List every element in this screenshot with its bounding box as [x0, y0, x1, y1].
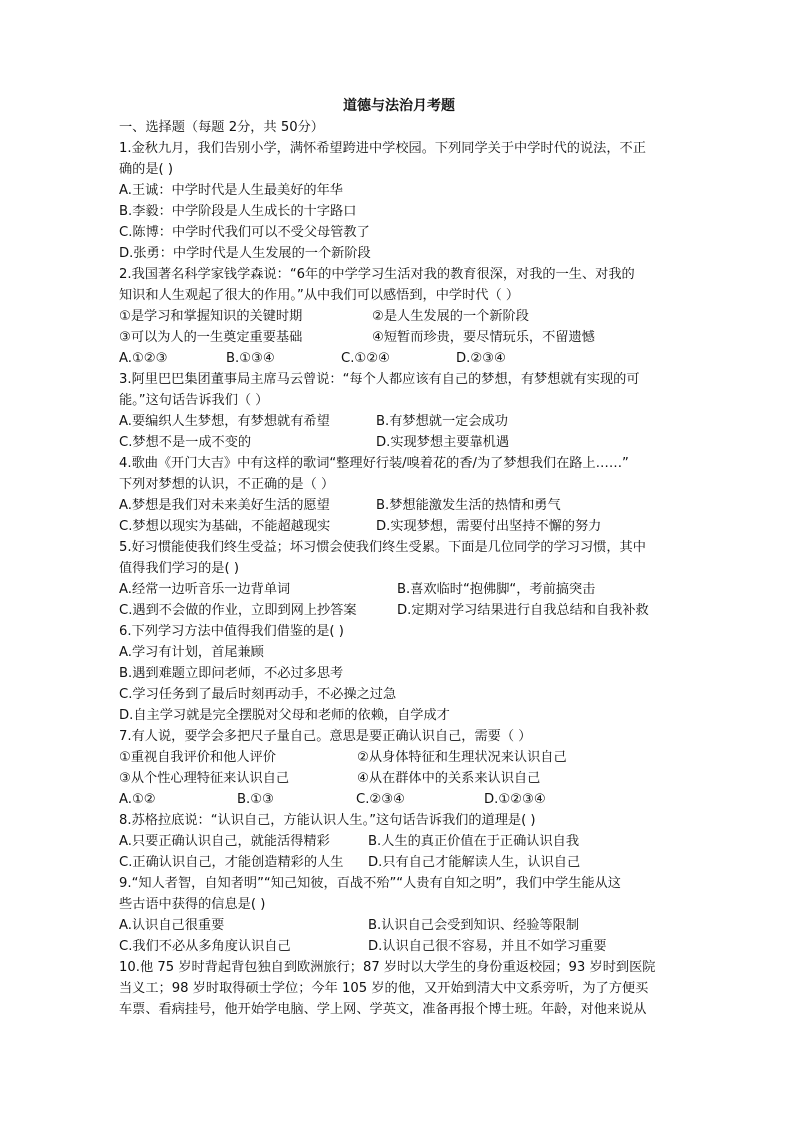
question-stem: 下列对梦想的认识，不正确的是（ ） — [119, 477, 335, 492]
option-b: B.①③④ — [226, 351, 275, 366]
statement-row — [119, 306, 679, 327]
question-stem: 10.他 75 岁时背起背包独自到欧洲旅行；87 岁时以大学生的身份重返校园；93 岁时到医院 — [119, 960, 656, 975]
question-stem: 知识和人生观起了很大的作用。”从中我们可以感悟到，中学时代（ ） — [119, 288, 520, 303]
statement-item: ④从在群体中的关系来认识自己 — [357, 771, 541, 786]
question-stem: 5.好习惯能使我们终生受益；坏习惯会使我们终生受累。下面是几位同学的学习习惯，其中 — [119, 540, 646, 555]
option-a: A.要编织人生梦想，有梦想就有希望 — [119, 414, 330, 429]
option-row — [119, 915, 679, 936]
option-a: A.经常一边听音乐一边背单词 — [119, 582, 291, 597]
option-row — [119, 495, 679, 516]
question-stem: 8.苏格拉底说：“认识自己，方能认识人生。”这句话告诉我们的道理是( ) — [119, 813, 536, 828]
question-stem: 1.金秋九月，我们告别小学，满怀希望跨进中学校园。下列同学关于中学时代的说法，不正 — [119, 141, 646, 156]
statement-item: ②从身体特征和生理状况来认识自己 — [357, 750, 567, 765]
option-row — [119, 579, 679, 600]
option-row — [119, 516, 679, 537]
option-row — [119, 852, 679, 873]
option-d: D.实现梦想，需要付出坚持不懈的努力 — [376, 519, 602, 534]
option-a: A.①② — [119, 792, 156, 807]
statement-row — [119, 747, 679, 768]
option-c: C.②③④ — [356, 792, 405, 807]
option-c: C.陈博：中学时代我们可以不受父母管教了 — [119, 225, 370, 240]
option-b: B.遇到难题立即问老师，不必过多思考 — [119, 666, 344, 681]
question-stem: 6.下列学习方法中值得我们借鉴的是( ) — [119, 624, 344, 639]
statement-item: ③从个性心理特征来认识自己 — [119, 771, 290, 786]
option-b: B.认识自己会受到知识、经验等限制 — [368, 918, 580, 933]
option-d: D.②③④ — [456, 351, 506, 366]
option-b: B.喜欢临时“抱佛脚“，考前搞突击 — [397, 582, 596, 597]
question-stem: 确的是( ) — [119, 162, 174, 177]
page-title: 道德与法治月考题 — [343, 98, 455, 114]
option-row — [119, 600, 679, 621]
option-row — [119, 432, 679, 453]
option-c: C.正确认识自己，才能创造精彩的人生 — [119, 855, 344, 870]
choice-row — [119, 348, 679, 369]
option-b: B.梦想能激发生活的热情和勇气 — [376, 498, 561, 513]
option-c: C.梦想以现实为基础，不能超越现实 — [119, 519, 331, 534]
option-d: D.只有自己才能解读人生，认识自己 — [368, 855, 581, 870]
option-a: A.学习有计划，首尾兼顾 — [119, 645, 264, 660]
option-b: B.人生的真正价值在于正确认识自我 — [368, 834, 580, 849]
option-row — [119, 936, 679, 957]
option-b: B.①③ — [237, 792, 274, 807]
option-d: D.定期对学习结果进行自我总结和自我补救 — [397, 603, 649, 618]
question-stem: 些古语中获得的信息是( ) — [119, 897, 266, 912]
option-d: D.认识自己很不容易，并且不如学习重要 — [368, 939, 607, 954]
option-c: C.①②④ — [341, 351, 390, 366]
question-stem: 值得我们学习的是( ) — [119, 561, 239, 576]
option-b: B.李毅：中学阶段是人生成长的十字路口 — [119, 204, 357, 219]
statement-row — [119, 768, 679, 789]
option-d: D.自主学习就是完全摆脱对父母和老师的依赖，自学成才 — [119, 708, 450, 723]
question-stem: 能。”这句话告诉我们（ ） — [119, 393, 269, 408]
option-c: C.学习任务到了最后时刻再动手，不必操之过急 — [119, 687, 397, 702]
section-heading: 一、选择题（每题 2分，共 50分） — [119, 120, 324, 135]
statement-item: ④短暂而珍贵，要尽情玩乐，不留遗憾 — [372, 330, 595, 345]
option-a: A.认识自己很重要 — [119, 918, 225, 933]
option-a: A.王诚：中学时代是人生最美好的年华 — [119, 183, 343, 198]
option-row — [119, 831, 679, 852]
question-stem: 4.歌曲《开门大吉》中有这样的歌词“整理好行装/嗅着花的香/为了梦想我们在路上……” — [119, 456, 629, 471]
statement-row — [119, 327, 679, 348]
statement-item: ①是学习和掌握知识的关键时期 — [119, 309, 303, 324]
question-stem: 3.阿里巴巴集团董事局主席马云曾说：“每个人都应该有自己的梦想，有梦想就有实现的可 — [119, 372, 640, 387]
statement-item: ②是人生发展的一个新阶段 — [372, 309, 529, 324]
question-stem: 7.有人说，要学会多把尺子量自己。意思是要正确认识自己，需要（ ） — [119, 729, 532, 744]
option-d: D.实现梦想主要靠机遇 — [376, 435, 510, 450]
option-d: D.张勇：中学时代是人生发展的一个新阶段 — [119, 246, 371, 261]
question-stem: 2.我国著名科学家钱学森说：“6年的中学学习生活对我的教育很深，对我的一生、对我的 — [119, 267, 635, 282]
option-a: A.梦想是我们对未来美好生活的愿望 — [119, 498, 330, 513]
option-c: C.遇到不会做的作业，立即到网上抄答案 — [119, 603, 357, 618]
question-stem: 车票、看病挂号，他开始学电脑、学上网、学英文，准备再报个博士班。年龄，对他来说从 — [119, 1002, 647, 1017]
option-b: B.有梦想就一定会成功 — [376, 414, 508, 429]
option-c: C.我们不必从多角度认识自己 — [119, 939, 291, 954]
choice-row — [119, 789, 679, 810]
question-stem: 当义工；98 岁时取得硕士学位；今年 105 岁的他，又开始到清大中文系旁听，为了方便买 — [119, 981, 649, 996]
exam-page — [119, 96, 679, 1020]
option-a: A.只要正确认识自己，就能活得精彩 — [119, 834, 330, 849]
option-a: A.①②③ — [119, 351, 168, 366]
option-c: C.梦想不是一成不变的 — [119, 435, 252, 450]
option-d: D.①②③④ — [484, 792, 546, 807]
option-row — [119, 411, 679, 432]
statement-item: ③可以为人的一生奠定重要基础 — [119, 330, 303, 345]
statement-item: ①重视自我评价和他人评价 — [119, 750, 276, 765]
question-stem: 9.“知人者智，自知者明”“知己知彼，百战不殆”“人贵有自知之明”，我们中学生能从这 — [119, 876, 621, 891]
